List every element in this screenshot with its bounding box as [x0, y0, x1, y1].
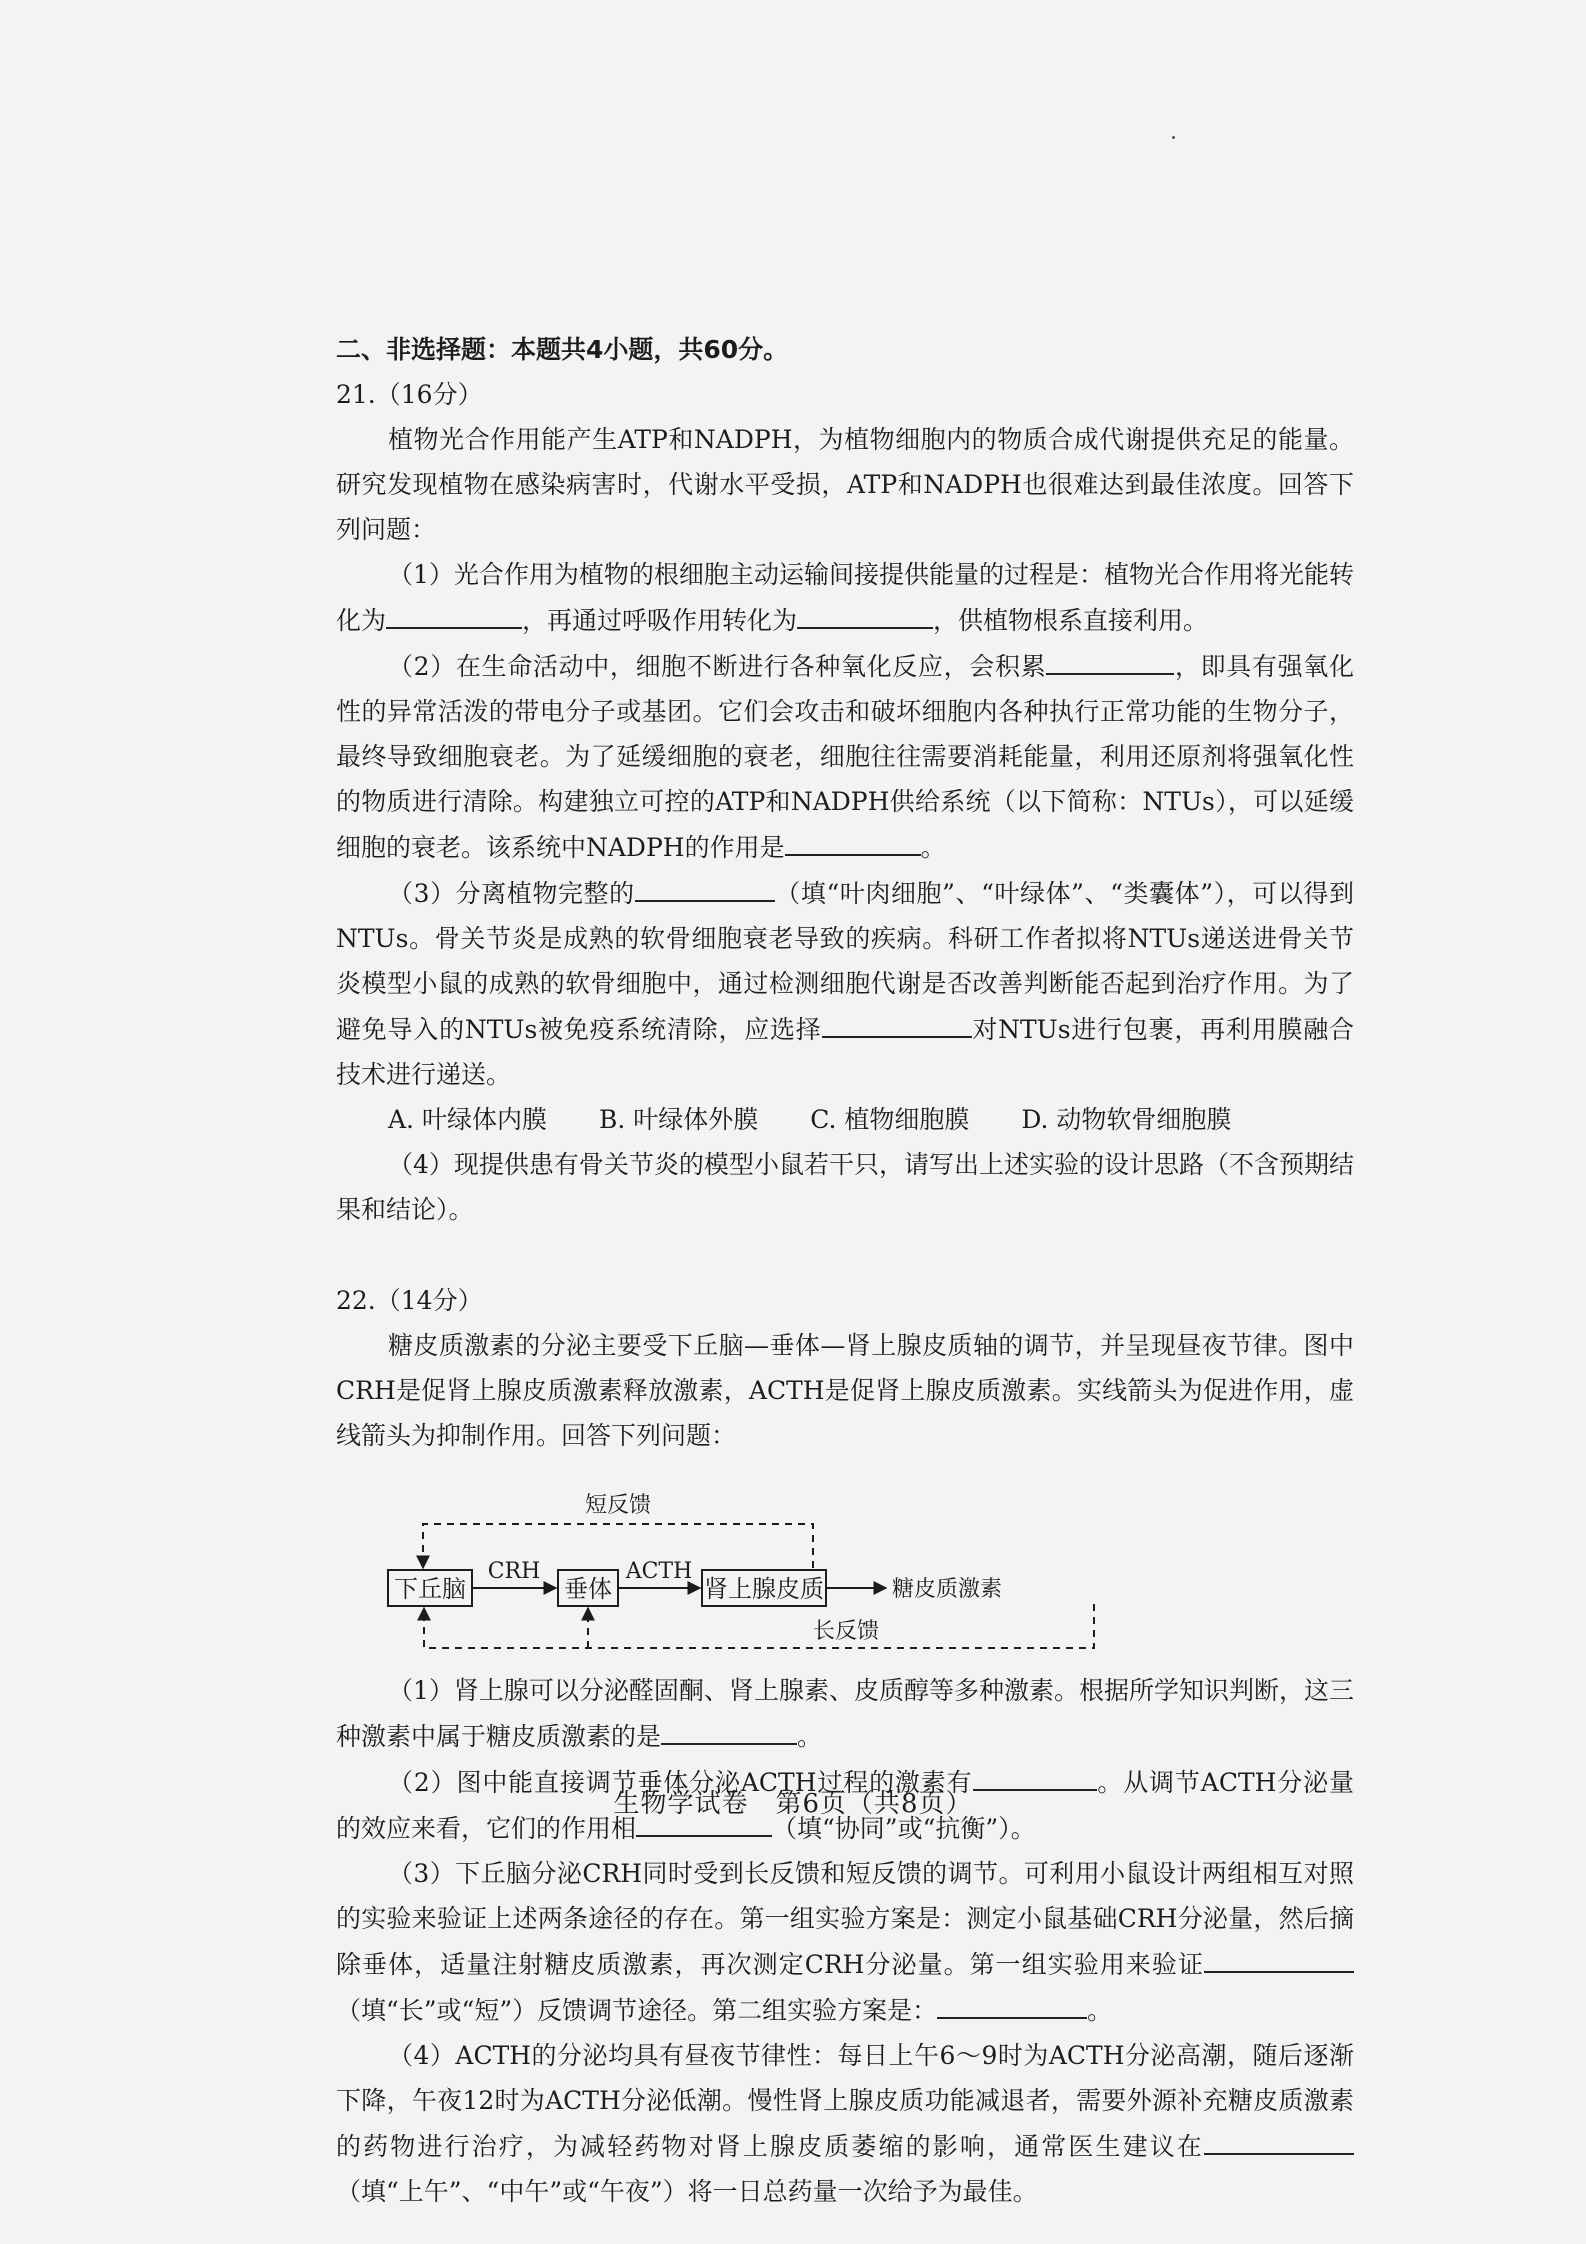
option-d: D. 动物软骨细胞膜 [1021, 1105, 1232, 1134]
option-a: A. 叶绿体内膜 [388, 1105, 547, 1134]
answer-blank[interactable] [937, 1987, 1087, 2019]
hpa-axis-diagram [336, 1462, 1354, 1662]
short-feedback-label: 短反馈 [584, 1493, 652, 1518]
question-21-intro: 植物光合作用能产生ATP和NADPH，为植物细胞内的物质合成代谢提供充足的能量。研究发现植物在感染病害时，代谢水平受损，ATP和NADPH也很难达到最佳浓度。回答下列问题： [336, 425, 1354, 544]
question-21-part-2: （2）在生命活动中，细胞不断进行各种氧化反应，会积累 ，即具有强氧化性的异常活泼的带电分子或基团。它们会攻击和破坏细胞内各种执行正常功能的生物分子，最终导致细胞衰老。为了延缓细胞的衰老，细胞往往需要消耗能量，利用还原剂将强氧化性的物质进行清除。构建独立可控的ATP和NADPH供给系统（以下简称：NTUs），可以延缓细胞的衰老。该系统中NADPH的作用是 。 [336, 643, 1354, 870]
hypothalamus-label: 下丘脑 [394, 1575, 466, 1603]
question-22-part-2: （2）图中能直接调节垂体分泌ACTH过程的激素有 。从调节ACTH分泌量的效应来看，它们的作用相 （填“协同”或“抗衡”）。 [336, 1759, 1354, 1851]
question-22-intro: 糖皮质激素的分泌主要受下丘脑—垂体—肾上腺皮质轴的调节，并呈现昼夜节律。图中CRH是促肾上腺皮质激素释放激素，ACTH是促肾上腺皮质激素。实线箭头为促进作用，虚线箭头为抑制作用。回答下列问题： [336, 1331, 1354, 1450]
option-b: B. 叶绿体外膜 [598, 1105, 759, 1134]
glucocorticoid-label: 糖皮质激素 [892, 1577, 1003, 1602]
long-feedback-label: 长反馈 [812, 1619, 880, 1644]
exam-content [336, 327, 1354, 2214]
question-22-part-1: （1）肾上腺可以分泌醛固酮、肾上腺素、皮质醇等多种激素。根据所学知识判断，这三种激素中属于糖皮质激素的是 。 [336, 1676, 1354, 1751]
short-feedback-line [423, 1524, 813, 1568]
adrenal-cortex-label: 肾上腺皮质 [704, 1575, 824, 1603]
spacer [336, 1232, 1354, 1278]
page-footer: 生物学试卷 第6页（共8页） [613, 1789, 973, 1819]
answer-blank[interactable] [635, 870, 775, 902]
diagram-svg [336, 1462, 1354, 1662]
long-feedback-line [424, 1604, 1094, 1648]
pituitary-label: 垂体 [564, 1575, 612, 1603]
answer-blank[interactable] [386, 597, 522, 629]
question-21-part-3: （3）分离植物完整的 （填“叶肉细胞”、“叶绿体”、“类囊体”），可以得到NTUs。骨关节炎是成熟的软骨细胞衰老导致的疾病。科研工作者拟将NTUs递送进骨关节炎模型小鼠的成熟的软骨细胞中，通过检测细胞代谢是否改善判断能否起到治疗作用。为了避免导入的NTUs被免疫系统清除，应选择 对NTUs进行包裹，再利用膜融合技术进行递送。 [336, 870, 1354, 1097]
answer-blank[interactable] [1204, 1941, 1354, 1973]
question-21-heading: 21.（16分） [336, 380, 483, 409]
question-22-heading: 22.（14分） [336, 1286, 483, 1315]
answer-blank[interactable] [785, 824, 921, 856]
acth-label: ACTH [625, 1559, 693, 1584]
option-c: C. 植物细胞膜 [810, 1105, 970, 1134]
question-22-part-4: （4）ACTH的分泌均具有昼夜节律性：每日上午6～9时为ACTH分泌高潮，随后逐渐下降，午夜12时为ACTH分泌低潮。慢性肾上腺皮质功能减退者，需要外源补充糖皮质激素的药物进行治疗，为减轻药物对肾上腺皮质萎缩的影响，通常医生建议在（填“上午”、“中午”或“午夜”）将一日总药量一次给予为最佳。 [336, 2041, 1354, 2206]
question-22-part-3: （3）下丘脑分泌CRH同时受到长反馈和短反馈的调节。可利用小鼠设计两组相互对照的实验来验证上述两条途径的存在。第一组实验方案是：测定小鼠基础CRH分泌量，然后摘除垂体，适量注射糖皮质激素，再次测定CRH分泌量。第一组实验用来验证（填“长”或“短”）反馈调节途径。第二组实验方案是： 。 [336, 1859, 1354, 2025]
answer-blank[interactable] [661, 1713, 797, 1745]
answer-blank[interactable] [822, 1006, 972, 1038]
question-21-part-4: （4）现提供患有骨关节炎的模型小鼠若干只，请写出上述实验的设计思路（不含预期结果和结论）。 [336, 1150, 1354, 1224]
crh-label: CRH [487, 1559, 541, 1584]
answer-blank[interactable] [1046, 643, 1174, 675]
question-21-part-1: （1）光合作用为植物的根细胞主动运输间接提供能量的过程是：植物光合作用将光能转化为 ，再通过呼吸作用转化为 ，供植物根系直接利用。 [336, 560, 1354, 635]
scan-speck [1172, 136, 1175, 139]
question-21-options [336, 1097, 1354, 1142]
answer-blank[interactable] [1204, 2123, 1354, 2155]
question-21 [336, 372, 1354, 1232]
answer-blank[interactable] [797, 597, 933, 629]
section-title: 二、非选择题：本题共4小题，共60分。 [336, 335, 789, 364]
question-22 [336, 1278, 1354, 2214]
